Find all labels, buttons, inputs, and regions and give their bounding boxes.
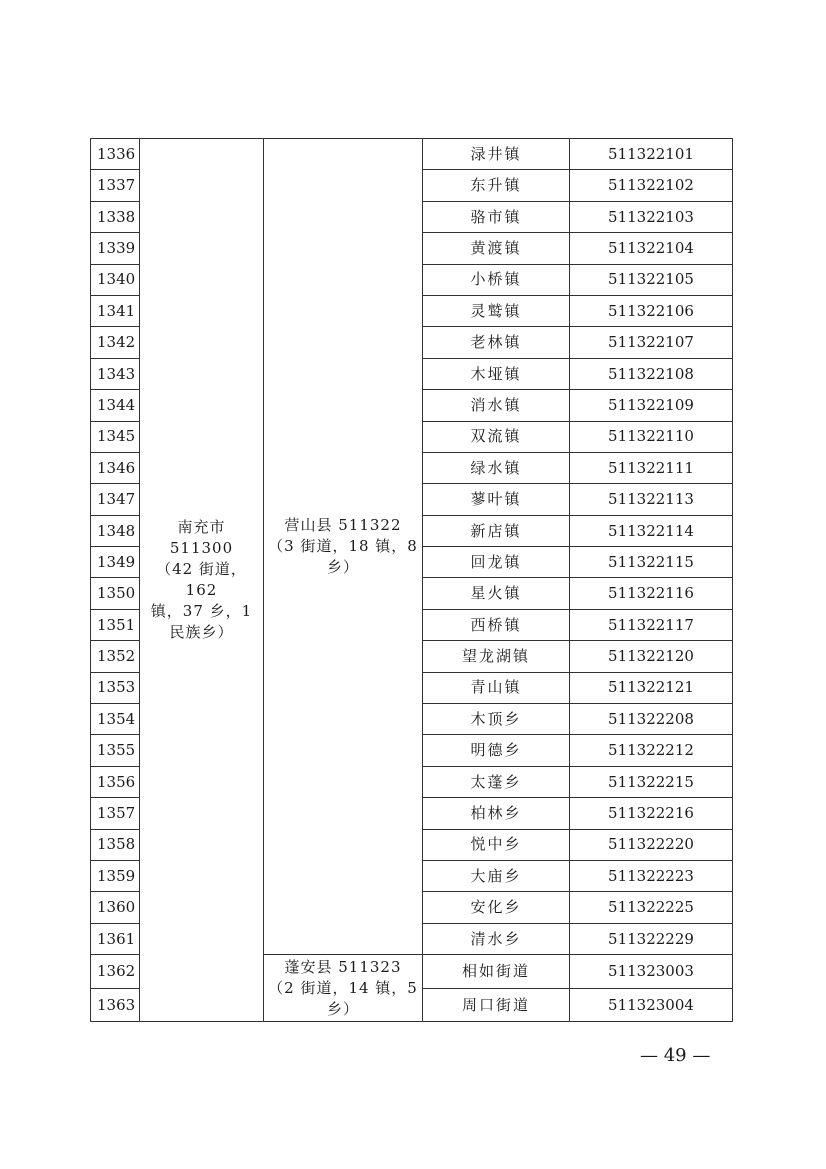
row-number: 1340 [91, 264, 140, 295]
county-line: 蓬安县 511323 [284, 957, 402, 976]
county-line: 乡） [326, 999, 359, 1018]
division-code: 511322121 [570, 672, 733, 703]
division-code: 511322103 [570, 201, 733, 232]
row-number: 1354 [91, 704, 140, 735]
division-code: 511322220 [570, 829, 733, 860]
admin-division-table [90, 138, 733, 1022]
town-name: 木顶乡 [423, 704, 570, 735]
town-name: 双流镇 [423, 421, 570, 452]
town-name: 东升镇 [423, 170, 570, 201]
row-number: 1350 [91, 578, 140, 609]
admin-division-table-container [90, 138, 732, 1022]
town-name: 木垭镇 [423, 358, 570, 389]
division-code: 511322229 [570, 923, 733, 954]
row-number: 1360 [91, 892, 140, 923]
row-number: 1343 [91, 358, 140, 389]
division-code: 511322208 [570, 704, 733, 735]
town-name: 新店镇 [423, 515, 570, 546]
row-number: 1352 [91, 641, 140, 672]
town-name: 蓼叶镇 [423, 484, 570, 515]
town-name: 消水镇 [423, 390, 570, 421]
row-number: 1353 [91, 672, 140, 703]
row-number: 1338 [91, 201, 140, 232]
county-line: （2 街道，14 镇，5 [268, 978, 418, 997]
row-number: 1358 [91, 829, 140, 860]
city-line: 镇，37 乡，1 [150, 602, 253, 621]
division-code: 511322116 [570, 578, 733, 609]
division-code: 511322105 [570, 264, 733, 295]
row-number: 1337 [91, 170, 140, 201]
division-code: 511322110 [570, 421, 733, 452]
county-cell-yingshan [264, 139, 423, 955]
division-code: 511323003 [570, 955, 733, 989]
town-name: 老林镇 [423, 327, 570, 358]
city-cell [140, 139, 264, 1022]
row-number: 1363 [91, 988, 140, 1022]
town-name: 青山镇 [423, 672, 570, 703]
city-line: （42 街道，162 [156, 560, 247, 600]
division-code: 511322111 [570, 452, 733, 483]
city-line: 民族乡） [169, 623, 234, 642]
town-name: 绿水镇 [423, 452, 570, 483]
division-code: 511322117 [570, 609, 733, 640]
town-name: 西桥镇 [423, 609, 570, 640]
row-number: 1361 [91, 923, 140, 954]
town-name: 星火镇 [423, 578, 570, 609]
division-code: 511322106 [570, 295, 733, 326]
row-number: 1344 [91, 390, 140, 421]
division-code: 511322102 [570, 170, 733, 201]
town-name: 渌井镇 [423, 139, 570, 170]
row-number: 1345 [91, 421, 140, 452]
county-line: 营山县 511322 [284, 516, 402, 535]
division-code: 511322101 [570, 139, 733, 170]
town-name: 回龙镇 [423, 547, 570, 578]
division-code: 511322225 [570, 892, 733, 923]
division-code: 511322223 [570, 860, 733, 891]
row-number: 1336 [91, 139, 140, 170]
division-code: 511322216 [570, 798, 733, 829]
row-number: 1357 [91, 798, 140, 829]
town-name: 灵鹫镇 [423, 295, 570, 326]
page-number: — 49 — [640, 1045, 711, 1066]
row-number: 1339 [91, 233, 140, 264]
town-name: 大庙乡 [423, 860, 570, 891]
town-name: 清水乡 [423, 923, 570, 954]
division-code: 511322115 [570, 547, 733, 578]
division-code: 511322113 [570, 484, 733, 515]
division-code: 511322215 [570, 766, 733, 797]
division-code: 511322107 [570, 327, 733, 358]
division-code: 511322108 [570, 358, 733, 389]
row-number: 1348 [91, 515, 140, 546]
division-code: 511322120 [570, 641, 733, 672]
division-code: 511322104 [570, 233, 733, 264]
town-name: 明德乡 [423, 735, 570, 766]
row-number: 1355 [91, 735, 140, 766]
town-name: 安化乡 [423, 892, 570, 923]
row-number: 1341 [91, 295, 140, 326]
row-number: 1342 [91, 327, 140, 358]
town-name: 望龙湖镇 [423, 641, 570, 672]
city-line: 南充市 511300 [169, 518, 234, 558]
town-name: 黄渡镇 [423, 233, 570, 264]
town-name: 柏林乡 [423, 798, 570, 829]
town-name: 骆市镇 [423, 201, 570, 232]
row-number: 1347 [91, 484, 140, 515]
county-line: 乡） [326, 558, 359, 577]
division-code: 511322114 [570, 515, 733, 546]
town-name: 太蓬乡 [423, 766, 570, 797]
division-code: 511322109 [570, 390, 733, 421]
county-cell-pengan [264, 955, 423, 1022]
row-number: 1346 [91, 452, 140, 483]
row-number: 1351 [91, 609, 140, 640]
row-number: 1356 [91, 766, 140, 797]
town-name: 周口街道 [423, 988, 570, 1022]
division-code: 511323004 [570, 988, 733, 1022]
row-number: 1359 [91, 860, 140, 891]
town-name: 小桥镇 [423, 264, 570, 295]
division-code: 511322212 [570, 735, 733, 766]
county-line: （3 街道，18 镇，8 [268, 537, 418, 556]
table-row [91, 139, 733, 170]
town-name: 悦中乡 [423, 829, 570, 860]
town-name: 相如街道 [423, 955, 570, 989]
row-number: 1362 [91, 955, 140, 989]
row-number: 1349 [91, 547, 140, 578]
